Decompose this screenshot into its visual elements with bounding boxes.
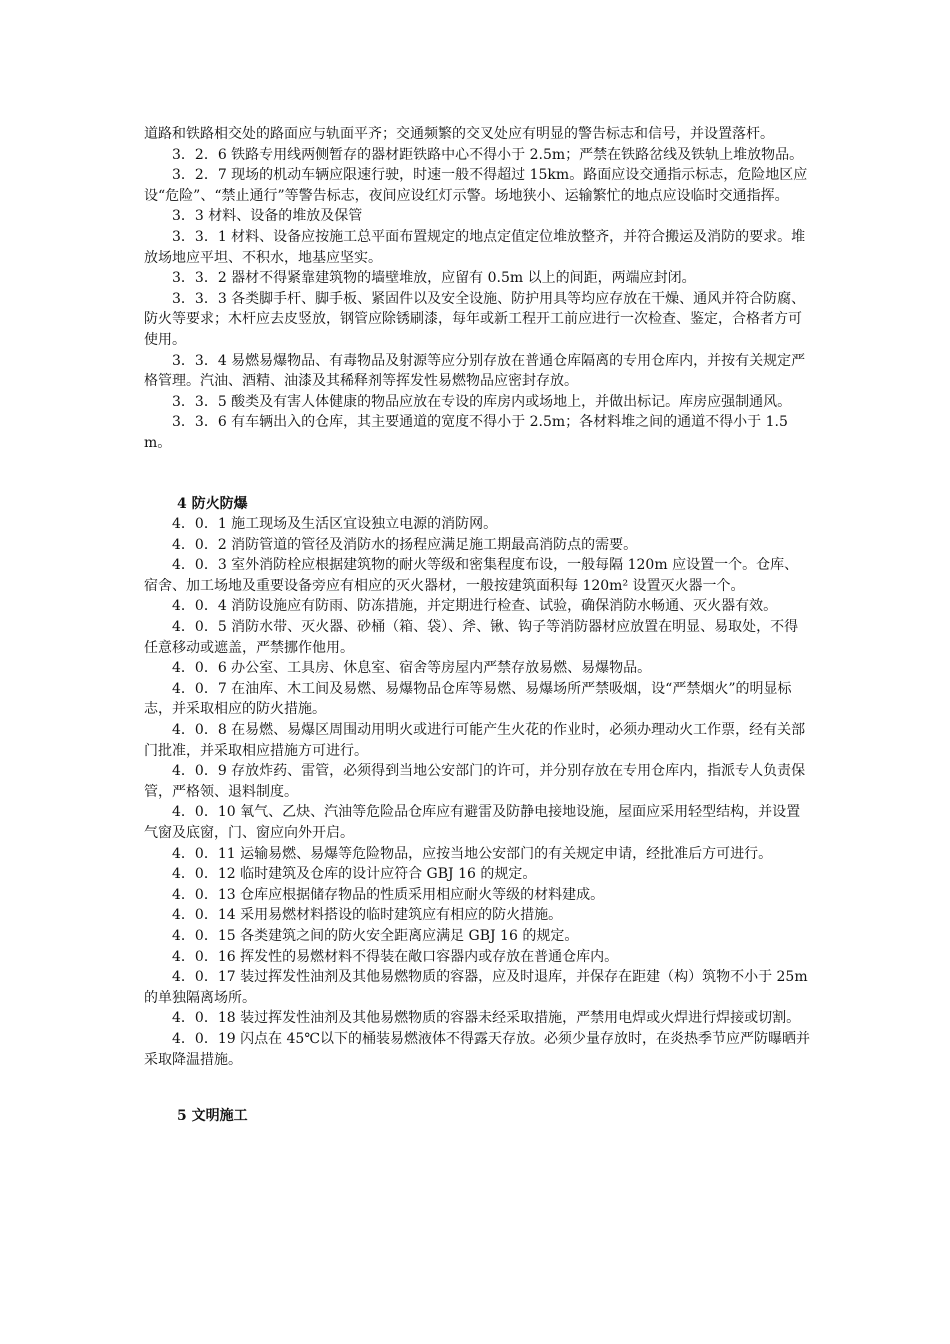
clause-3-3-1: 3．3．1 材料、设备应按施工总平面布置规定的地点定值定位堆放整齐，并符合搬运及消防的要求。堆放场地应平坦、不积水，地基应坚实。 xyxy=(144,228,806,266)
clause-4-0-4: 4．0．4 消防设施应有防雨、防冻措施，并定期进行检查、试验，确保消防水畅通、灭火器有效。 xyxy=(172,598,778,615)
clause-4-0-2: 4．0．2 消防管道的管径及消防水的扬程应满足施工期最高消防点的需要。 xyxy=(172,536,638,553)
section-spacer xyxy=(144,454,810,494)
clause-4-0-16: 4．0．16 挥发性的易燃材料不得装在敞口容器内或存放在普通仓库内。 xyxy=(172,948,619,965)
clause-4-0-11: 4．0．11 运输易燃、易爆等危险物品，应按当地公安部门的有关规定申请，经批准后方可进行。 xyxy=(172,845,773,862)
clause-3-3-4: 3．3．4 易燃易爆物品、有毒物品及射源等应分别存放在普通仓库隔离的专用仓库内，并按有关规定严格管理。汽油、酒精、油漆及其稀释剂等挥发性易燃物品应密封存放。 xyxy=(144,352,806,390)
section-heading-4: 4 防火防爆 xyxy=(177,495,248,512)
document-body xyxy=(144,124,810,1127)
section-heading-5: 5 文明施工 xyxy=(177,1108,248,1125)
clause-4-0-14: 4．0．14 采用易燃材料搭设的临时建筑应有相应的防火措施。 xyxy=(172,907,563,924)
clause-3-2-7: 3．2．7 现场的机动车辆应限速行驶，时速一般不得超过 15km。路面应设交通指示标志，危险地区应设“危险”、“禁止通行”等警告标志，夜间应设红灯示警。场地狭小、运输繁忙的地点应设临时交通指挥。 xyxy=(144,167,808,204)
clause-3-3-6: 3．3．6 有车辆出入的仓库，其主要通道的宽度不得小于 2.5m；各材料堆之间的通道不得小于 1.5m。 xyxy=(144,414,788,451)
clause-3-3-2: 3．3．2 器材不得紧靠建筑物的墙壁堆放，应留有 0.5m 以上的间距，两端应封闭。 xyxy=(172,270,696,287)
clause-4-0-7: 4．0．7 在油库、木工间及易燃、易爆物品仓库等易燃、易爆场所严禁吸烟，设“严禁烟火”的明显标志，并采取相应的防火措施。 xyxy=(144,680,792,718)
clause-4-0-17: 4．0．17 装过挥发性油剂及其他易燃物质的容器，应及时退库，并保存在距建（构）筑物不小于 25m 的单独隔离场所。 xyxy=(144,969,808,1006)
clause-4-0-18: 4．0．18 装过挥发性油剂及其他易燃物质的容器未经采取措施，严禁用电焊或火焊进行焊接或切割。 xyxy=(172,1010,801,1027)
clause-4-0-12: 4．0．12 临时建筑及仓库的设计应符合 GBJ 16 的规定。 xyxy=(172,866,537,883)
clause-3-3-5: 3．3．5 酸类及有害人体健康的物品应放在专设的库房内或场地上，并做出标记。库房应强制通风。 xyxy=(172,393,792,410)
clause-4-0-1: 4．0．1 施工现场及生活区宜设独立电源的消防网。 xyxy=(172,516,498,533)
clause-4-0-13: 4．0．13 仓库应根据储存物品的性质采用相应耐火等级的材料建成。 xyxy=(172,886,605,903)
clause-4-0-15: 4．0．15 各类建筑之间的防火安全距离应满足 GBJ 16 的规定。 xyxy=(172,927,579,944)
clause-4-0-5: 4．0．5 消防水带、灭火器、砂桶（箱、袋）、斧、锹、钩子等消防器材应放置在明显、易取处，不得任意移动或遮盖，严禁挪作他用。 xyxy=(144,619,799,656)
clause-3-3-3: 3．3．3 各类脚手杆、脚手板、紧固件以及安全设施、防护用具等均应存放在干燥、通风并符合防腐、防火等要求；木杆应去皮竖放，钢管应除锈刷漆，每年或新工程开工前应进行一次检查、鉴定，合格者方可使用。 xyxy=(144,290,806,348)
clause-4-0-6: 4．0．6 办公室、工具房、休息室、宿舍等房屋内严禁存放易燃、易爆物品。 xyxy=(172,660,652,677)
section-spacer xyxy=(144,1070,810,1106)
clause-4-0-10: 4．0．10 氧气、乙炔、汽油等危险品仓库应有避雷及防静电接地设施，屋面应采用轻型结构，并设置气窗及底窗，门、窗应向外开启。 xyxy=(144,804,801,841)
clause-4-0-19: 4．0．19 闪点在 45℃以下的桶装易燃液体不得露天存放。必须少量存放时，在炎热季节应严防曝晒并采取降温措施。 xyxy=(144,1030,811,1068)
clause-3-2-6: 3．2．6 铁路专用线两侧暂存的器材距铁路中心不得小于 2.5m；严禁在铁路岔线及铁轨上堆放物品。 xyxy=(172,146,804,163)
clause-4-0-8: 4．0．8 在易燃、易爆区周围动用明火或进行可能产生火花的作业时，必须办理动火工作票，经有关部门批准，并采取相应措施方可进行。 xyxy=(144,722,806,759)
clause-4-0-9: 4．0．9 存放炸药、雷管，必须得到当地公安部门的许可，并分别存放在专用仓库内，指派专人负责保管，严格领、退料制度。 xyxy=(144,763,806,800)
subsection-heading-3-3: 3．3 材料、设备的堆放及保管 xyxy=(172,208,363,225)
paragraph: 道路和铁路相交处的路面应与轨面平齐；交通频繁的交叉处应有明显的警告标志和信号，并设置落杆。 xyxy=(144,126,774,142)
clause-4-0-3: 4．0．3 室外消防栓应根据建筑物的耐火等级和密集程度布设，一般每隔 120m 应设置一个。仓库、宿舍、加工场地及重要设备旁应有相应的灭火器材，一般按建筑面积每 120m² 设置灭火器一个。 xyxy=(144,557,799,594)
